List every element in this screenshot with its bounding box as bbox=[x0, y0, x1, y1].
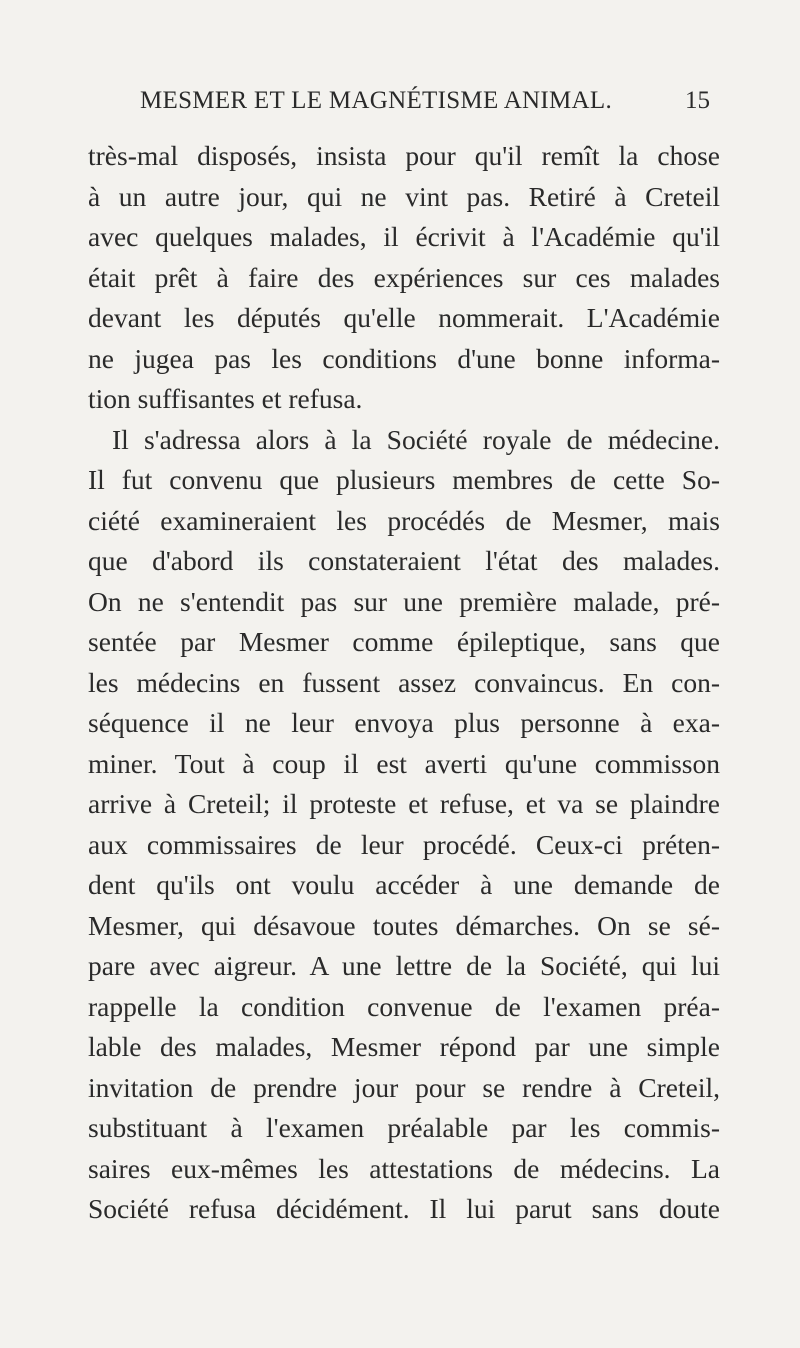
text-line: Société refusa décidément. Il lui parut sans doute bbox=[88, 1193, 720, 1224]
text-line: aux commissaires de leur procédé. Ceux-ci préten- bbox=[88, 828, 720, 860]
text-line: rappelle la condition convenue de l'examen préa- bbox=[88, 990, 720, 1022]
text-line: très-mal disposés, insista pour qu'il remît la chose bbox=[88, 140, 720, 171]
body-text bbox=[88, 136, 720, 1230]
text-line: tion suffisantes et refusa. bbox=[88, 383, 363, 414]
running-head bbox=[0, 84, 800, 124]
text-line: avec quelques malades, il écrivit à l'Académie qu'il bbox=[88, 221, 720, 252]
text-line: lable des malades, Mesmer répond par une simple bbox=[88, 1031, 720, 1062]
text-line: invitation de prendre jour pour se rendre à Creteil, bbox=[88, 1071, 720, 1103]
text-line: Mesmer, qui désavoue toutes démarches. On se sé- bbox=[88, 909, 720, 941]
text-line: dent qu'ils ont voulu accéder à une demande de bbox=[88, 869, 720, 900]
text-line: à un autre jour, qui ne vint pas. Retiré à Creteil bbox=[88, 180, 720, 212]
text-line: On ne s'entendit pas sur une première malade, pré- bbox=[88, 585, 720, 617]
text-line: substituant à l'examen préalable par les commis- bbox=[88, 1112, 720, 1143]
text-line: devant les députés qu'elle nommerait. L'Académie bbox=[88, 302, 720, 333]
page-number: 15 bbox=[685, 87, 710, 114]
text-line: ne jugea pas les conditions d'une bonne informa- bbox=[88, 342, 720, 374]
text-line: que d'abord ils constateraient l'état des malades. bbox=[88, 545, 720, 576]
text-line: les médecins en fussent assez convaincus. En con- bbox=[88, 666, 720, 698]
text-line: saires eux-mêmes les attestations de médecins. La bbox=[88, 1152, 720, 1184]
text-line: miner. Tout à coup il est averti qu'une commisson bbox=[88, 747, 720, 779]
text-line: sentée par Mesmer comme épileptique, sans que bbox=[88, 626, 720, 657]
text-line: était prêt à faire des expériences sur ces malades bbox=[88, 261, 720, 293]
running-title: MESMER ET LE MAGNÉTISME ANIMAL. bbox=[140, 87, 613, 114]
text-line: ciété examineraient les procédés de Mesmer, mais bbox=[88, 504, 720, 536]
text-line: Il fut convenu que plusieurs membres de cette So- bbox=[88, 464, 720, 495]
text-line: séquence il ne leur envoya plus personne à exa- bbox=[88, 707, 720, 738]
text-line: Il s'adressa alors à la Société royale de médecine. bbox=[112, 423, 720, 455]
text-line: arrive à Creteil; il proteste et refuse, et va se plaindre bbox=[88, 788, 720, 819]
text-line: pare avec aigreur. A une lettre de la Société, qui lui bbox=[88, 950, 720, 981]
